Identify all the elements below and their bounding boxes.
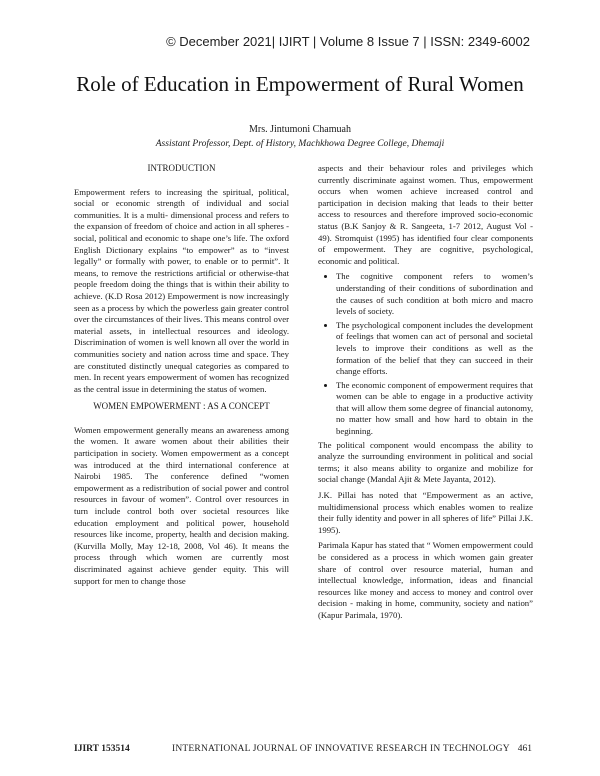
author-affiliation: Assistant Professor, Dept. of History, Machkhowa Degree College, Dhemaji	[155, 139, 445, 149]
footer-paper-id: IJIRT 153514	[74, 744, 130, 754]
components-list	[318, 271, 533, 437]
list-item-economic: • The economic component of empowerment requires that women can be able to engage in a productive activity that will allow them some degree of financial autonomy, no matter how small and how hard to obtain in the beginning.	[336, 380, 533, 438]
footer-journal-name: INTERNATIONAL JOURNAL OF INNOVATIVE RESEARCH IN TECHNOLOGY	[172, 744, 510, 754]
list-item-cognitive: • The cognitive component refers to women’s understanding of their conditions of subordination and the causes of such condition at both micro and macro levels of society.	[336, 271, 533, 317]
introduction-heading: INTRODUCTION	[147, 163, 216, 173]
author-name: Mrs. Jintumoni Chamuah	[249, 124, 351, 135]
political-paragraph: The political component would encompass the ability to analyze the surrounding environment in political and social terms; it also means ability to organize and mobilize for social change (Mandal Ajit & Mete Jayanta, 2012).	[318, 439, 533, 485]
list-item-psychological: • The psychological component includes the development of feelings that women can act of personal and societal levels to improve their conditions as well as the formation of the belief that they can succeed in their change efforts.	[336, 320, 533, 378]
pillai-paragraph: J.K. Pillai has noted that “Empowerment as an active, multidimensional process which enables women to realize their fully identity and power in all spheres of life” Pillai J.K. 1995).	[318, 490, 533, 535]
paper-title: Role of Education in Empowerment of Rural Women	[76, 72, 524, 96]
footer-page-number: 461	[517, 744, 532, 754]
concept-heading: WOMEN EMPOWERMENT : AS A CONCEPT	[93, 401, 270, 412]
journal-citation-header: © December 2021| IJIRT | Volume 8 Issue 7 | ISSN: 2349-6002	[166, 34, 530, 49]
kapur-paragraph: Parimala Kapur has stated that “ Women empowerment could be considered as a process in which women gain greater share of control over resource material, human and intellectual knowledge, information, ideas and financial resources like money and access to money and control over decision - making in home, community, society and nation” (Kapur Parimala, 1970).	[318, 540, 533, 620]
left-column	[74, 163, 289, 591]
continuation-paragraph: aspects and their behaviour roles and privileges which currently discriminate against women. Thus, empowerment occurs when women achieve increased control and participation in decision making that leads to their better access to resources and therefore improved socio-economic status (B.K Sanjoy & R. Sangeeta, 1-7 2012, August Vol - 49). Stromquist (1995) has identified four clear components of empowerment. They are cognitive, psychological, economic and political.	[318, 163, 533, 266]
introduction-paragraph: Empowerment refers to increasing the spiritual, political, social or economic strength of individual and social communities. It is a multi- dimensional process and refers to the expansion of freedom of choice and action in all spheres - social, political and economic to shape one’s life. The oxford English Dictionary explains “to empower” as to “invest legally” or formally with power, to enable or to permit”. It means, to remove the restrictions artificial or otherwise-that people freedom doing the things that is within their ability to achieve. (K.D Rosa 2012) Empowerment is now increasingly seen as a process by which the powerless gain greater control over the circumstances of their lives. This means control over material assets, in intellectual resources and ideology. Discrimination of women is well known all over the world in communities society and nation across time and space. They are constituted distinctly unequal categories as compared to men. In recent years empowerment of women has recognized as the central issue in determining the status of women.	[74, 186, 289, 394]
concept-paragraph: Women empowerment generally means an awareness among the women. It aware women about their abilities their participation in society. Women empowerment as a concept was introduced at the third international conference at Nairobi 1985. The conference defined “women empowerment as a redistribution of social power and control resources in favour of women”. Control over resources in turn include control both over societal resources like education employment and political power, household resources like income, property, health and decision making. (Kurvilla Molly, May 12-18, 2008, Vol 46). It means the process through which women are currently most discriminated against achieve gender equity. This will support for men to change those	[74, 424, 289, 586]
right-column	[318, 163, 533, 626]
